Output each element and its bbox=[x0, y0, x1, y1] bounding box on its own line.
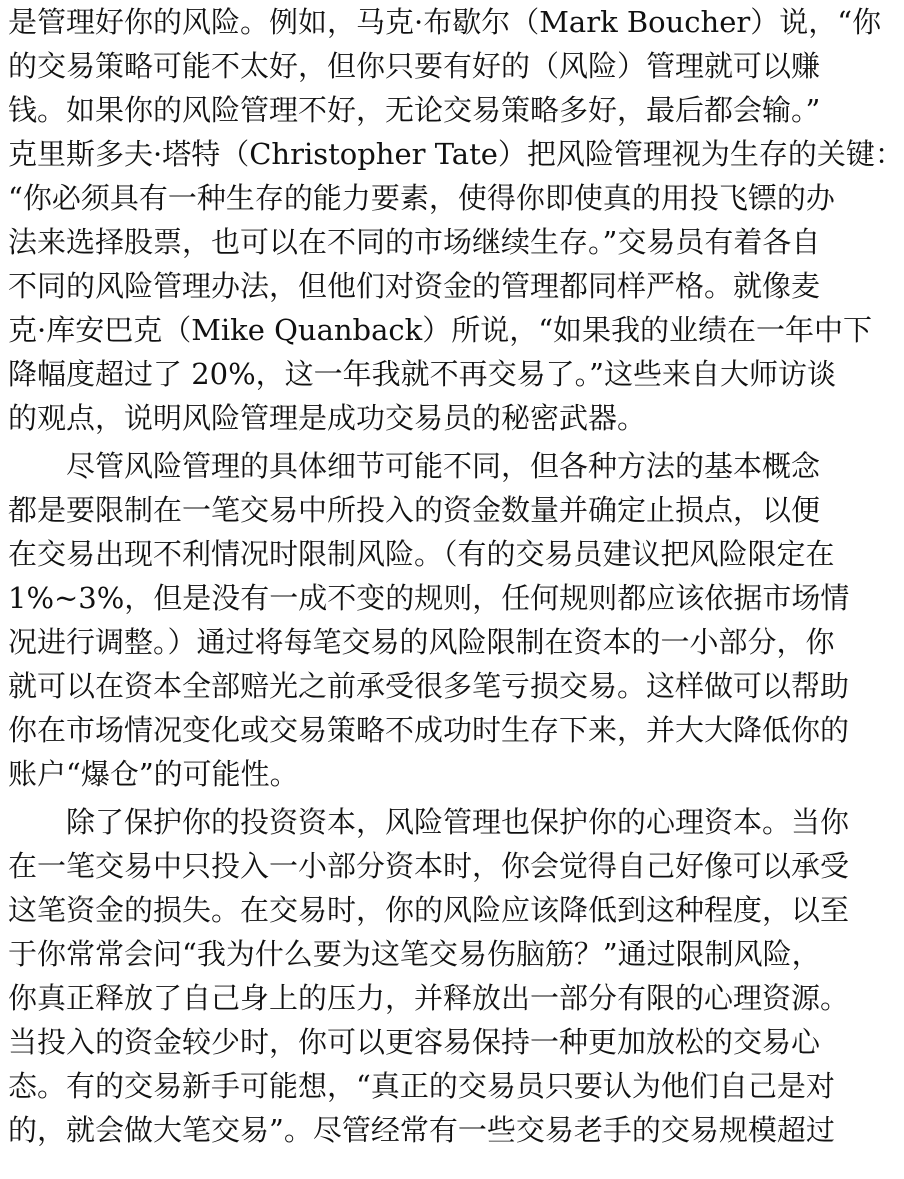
text-line: 于你常常会问“我为什么要为这笔交易伤脑筋？”通过限制风险， bbox=[8, 937, 821, 971]
text-line: 况进行调整。）通过将每笔交易的风险限制在资本的一小部分，你 bbox=[8, 625, 835, 659]
text-line: 当投入的资金较少时，你可以更容易保持一种更加放松的交易心 bbox=[8, 1025, 821, 1059]
text-line: 在一笔交易中只投入一小部分资本时，你会觉得自己好像可以承受 bbox=[8, 849, 850, 883]
text-line: 的，就会做大笔交易”。尽管经常有一些交易老手的交易规模超过 bbox=[8, 1113, 835, 1147]
text-line: 是管理好你的风险。例如，马克·布歇尔（Mark Boucher）说，“你 bbox=[8, 5, 882, 39]
text-line: 法来选择股票，也可以在不同的市场继续生存。”交易员有着各自 bbox=[8, 225, 821, 259]
text-line: 降幅度超过了 20%，这一年我就不再交易了。”这些来自大师访谈 bbox=[8, 357, 837, 391]
text-line: 尽管风险管理的具体细节可能不同，但各种方法的基本概念 bbox=[66, 449, 821, 483]
text-line: 都是要限制在一笔交易中所投入的资金数量并确定止损点，以便 bbox=[8, 493, 821, 527]
text-line: 的交易策略可能不太好，但你只要有好的（风险）管理就可以赚 bbox=[8, 49, 821, 83]
text-line: 态。有的交易新手可能想，“真正的交易员只要认为他们自己是对 bbox=[8, 1069, 835, 1103]
text-line: 钱。如果你的风险管理不好，无论交易策略多好，最后都会输。” bbox=[8, 93, 821, 127]
text-line: 账户“爆仓”的可能性。 bbox=[8, 757, 299, 791]
text-line: 在交易出现不利情况时限制风险。（有的交易员建议把风险限定在 bbox=[8, 537, 835, 571]
text-line: 这笔资金的损失。在交易时，你的风险应该降低到这种程度，以至 bbox=[8, 893, 850, 927]
text-line: 不同的风险管理办法，但他们对资金的管理都同样严格。就像麦 bbox=[8, 269, 821, 303]
text-line: “你必须具有一种生存的能力要素，使得你即使真的用投飞镖的办 bbox=[8, 181, 835, 215]
text-line: 除了保护你的投资资本，风险管理也保护你的心理资本。当你 bbox=[66, 805, 850, 839]
text-line: 的观点，说明风险管理是成功交易员的秘密武器。 bbox=[8, 401, 647, 435]
text-line: 就可以在资本全部赔光之前承受很多笔亏损交易。这样做可以帮助 bbox=[8, 669, 850, 703]
text-line: 克·库安巴克（Mike Quanback）所说，“如果我的业绩在一年中下 bbox=[8, 313, 873, 347]
text-line: 克里斯多夫·塔特（Christopher Tate）把风险管理视为生存的关键： bbox=[8, 137, 904, 171]
text-line: 1%~3%，但是没有一成不变的规则，任何规则都应该依据市场情 bbox=[8, 581, 850, 615]
text-line: 你在市场情况变化或交易策略不成功时生存下来，并大大降低你的 bbox=[8, 713, 850, 747]
text-line: 你真正释放了自己身上的压力，并释放出一部分有限的心理资源。 bbox=[8, 981, 850, 1015]
